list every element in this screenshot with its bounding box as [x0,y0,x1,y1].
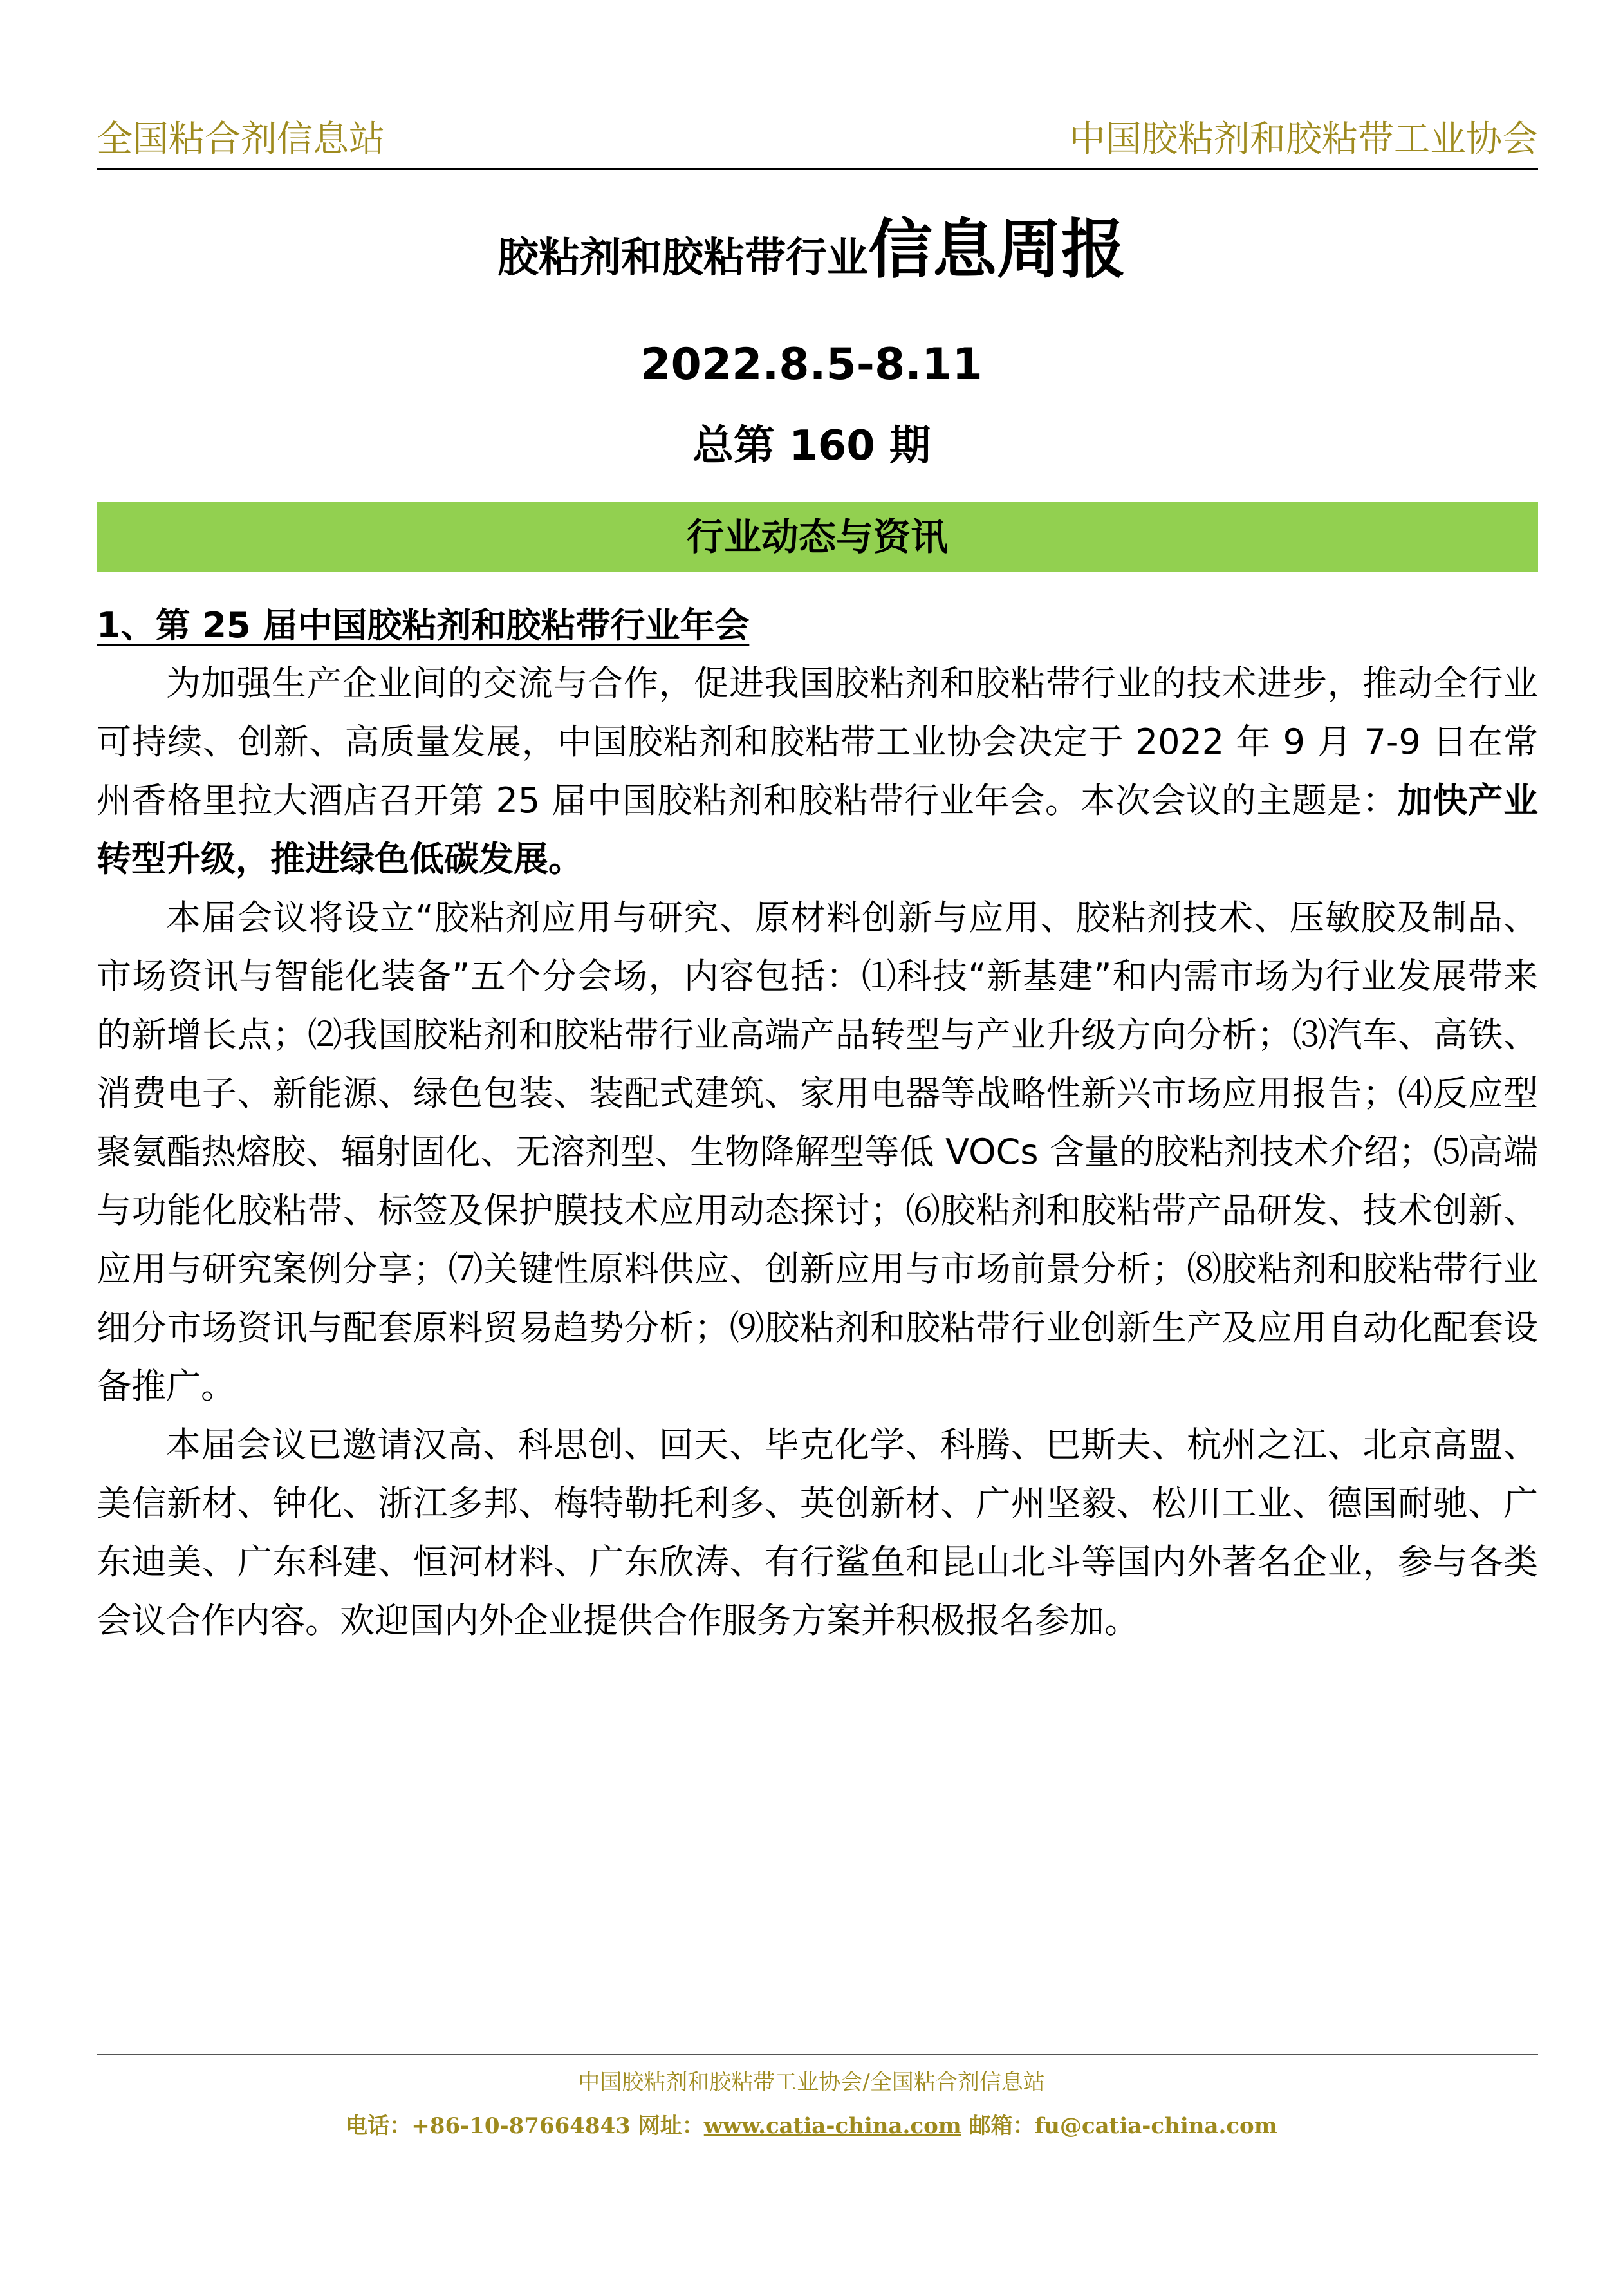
article-paragraph-3: 本届会议已邀请汉高、科思创、回天、毕克化学、科腾、巴斯夫、杭州之江、北京高盟、美信新材、钟化、浙江多邦、梅特勒托利多、英创新材、广州坚毅、松川工业、德国耐驰、广东迪美、广东科建、恒河材料、广东欣涛、有行鲨鱼和昆山北斗等国内外著名企业，参与各类会议合作内容。欢迎国内外企业提供合作服务方案并积极报名参加。 [97,1424,1538,1641]
article [97,597,1538,1650]
footer-contact [0,2110,1623,2142]
page-title-prefix: 胶粘剂和胶粘带行业 [497,234,868,282]
paragraph-1-text: 为加强生产企业间的交流与合作，促进我国胶粘剂和胶粘带行业的技术进步，推动全行业可持续、创新、高质量发展，中国胶粘剂和胶粘带工业协会决定于 2022 年 9 月 7-9 日在常州香格里拉大酒店召开第 25 届中国胶粘剂和胶粘带行业年会。本次会议的主题是： [97,663,1538,821]
article-paragraph-2: 本届会议将设立“胶粘剂应用与研究、原材料创新与应用、胶粘剂技术、压敏胶及制品、市场资讯与智能化装备”五个分会场，内容包括：⑴科技“新基建”和内需市场为行业发展带来的新增长点；⑵我国胶粘剂和胶粘带行业高端产品转型与产业升级方向分析；⑶汽车、高铁、消费电子、新能源、绿色包装、装配式建筑、家用电器等战略性新兴市场应用报告；⑷反应型聚氨酯热熔胶、辐射固化、无溶剂型、生物降解型等低 VOCs 含量的胶粘剂技术介绍；⑸高端与功能化胶粘带、标签及保护膜技术应用动态探讨；⑹胶粘剂和胶粘带产品研发、技术创新、应用与研究案例分享；⑺关键性原料供应、创新应用与市场前景分析；⑻胶粘剂和胶粘带行业细分市场资讯与配套原料贸易趋势分析；⑼胶粘剂和胶粘带行业创新生产及应用自动化配套设备推广。 [97,897,1538,1406]
meeting-theme: 加快产业转型升级，推进绿色低碳发展。 [97,780,1538,879]
page-title-main: 信息周报 [868,212,1126,287]
footer-organization: 中国胶粘剂和胶粘带工业协会/全国粘合剂信息站 [578,2069,1045,2095]
article-heading: 1、第 25 届中国胶粘剂和胶粘带行业年会 [97,605,750,646]
header-association-name: 中国胶粘剂和胶粘带工业协会 [1070,118,1538,160]
footer-email: 邮箱：fu@catia-china.com [961,2113,1277,2139]
article-paragraph-1 [97,654,1538,888]
section-heading: 行业动态与资讯 [97,502,1538,572]
issue-number: 总第 160 期 [692,422,931,470]
date-range: 2022.8.5-8.11 [640,339,983,390]
footer-phone: 电话：+86-10-87664843 网址： [346,2113,704,2139]
page-title [0,211,1623,307]
footer-divider [97,2054,1538,2055]
running-header [97,113,1538,170]
footer-website-link[interactable]: www.catia-china.com [703,2113,961,2139]
header-site-name: 全国粘合剂信息站 [97,118,385,160]
